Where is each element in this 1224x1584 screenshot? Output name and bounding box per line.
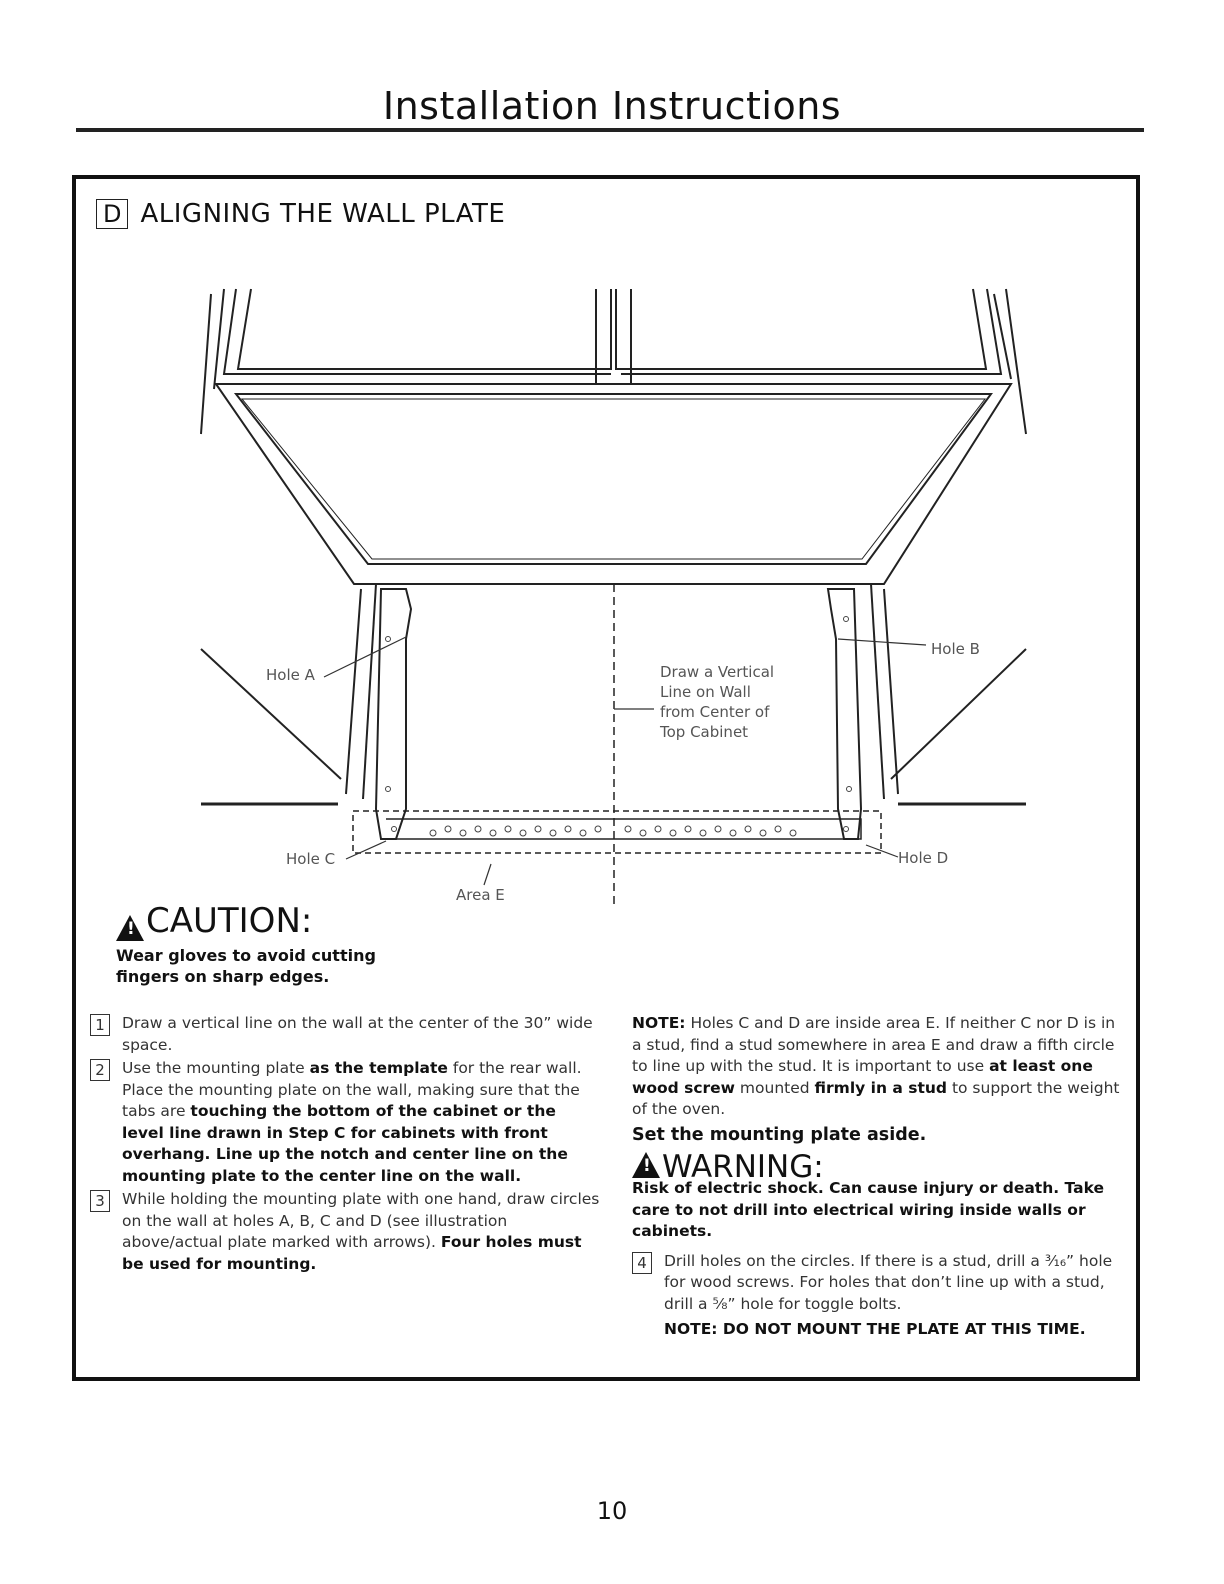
warning-text: Risk of electric shock. Can cause injury or death. Take care to not drill into electrical wiring inside walls or cabinets.	[632, 1179, 1104, 1240]
caution-text: Wear gloves to avoid cutting fingers on sharp edges.	[116, 946, 376, 986]
section-title: ALIGNING THE WALL PLATE	[140, 199, 506, 229]
warning-triangle-icon	[632, 1152, 660, 1178]
vertical-line-label-2: Line on Wall	[660, 683, 751, 701]
hole-b-label: Hole B	[931, 640, 980, 658]
page-title: Installation Instructions	[382, 84, 842, 128]
note-paragraph: NOTE: Holes C and D are inside area E. If neither C nor D is in a stud, find a stud somewhere in area E and draw a fifth circle to line up with the stud. It is important to use at least one wood screw mounted firmly in a stud to support the weight of the oven.	[632, 1014, 1120, 1118]
step-4	[632, 1251, 1124, 1316]
caution-heading: CAUTION:	[146, 901, 313, 941]
warning-heading: WARNING:	[662, 1148, 824, 1185]
plate-rail-right	[828, 589, 861, 839]
title-rule	[76, 128, 1144, 132]
do-not-mount-note: NOTE: DO NOT MOUNT THE PLATE AT THIS TIME.	[664, 1320, 1086, 1338]
step-number: 1	[90, 1014, 110, 1036]
step-1	[90, 1013, 600, 1056]
cabinet-door-left	[238, 289, 611, 369]
caution-block	[116, 901, 406, 987]
vertical-line-label-1: Draw a Vertical	[660, 663, 775, 681]
instruction-panel	[72, 175, 1140, 1381]
steps-left-column	[90, 1013, 600, 1277]
vertical-line-label-4: Top Cabinet	[660, 723, 749, 741]
step-text: While holding the mounting plate with one hand, draw circles on the wall at holes A, B, C and D (see illustration above/actual plate marked with arrows). Four holes must be used for mounting.	[122, 1190, 600, 1273]
step-2	[90, 1058, 600, 1187]
step-3	[90, 1189, 600, 1275]
step-letter-box: D	[96, 199, 128, 229]
step-number: 3	[90, 1190, 110, 1212]
page-number: 10	[596, 1497, 628, 1525]
set-plate-aside: Set the mounting plate aside.	[632, 1124, 927, 1145]
step-text: Draw a vertical line on the wall at the center of the 30” wide space.	[122, 1014, 593, 1054]
step-text: Use the mounting plate as the template for the rear wall. Place the mounting plate on the wall, making sure that the tabs are touching the bottom of the cabinet or the level line drawn in Step C for cabinets with front overhang. Line up the notch and center line on the mounting plate to the center line on the wall.	[122, 1059, 582, 1185]
vertical-line-label-3: from Center of	[660, 703, 770, 721]
step-number: 4	[632, 1252, 652, 1274]
steps-right-column	[632, 1013, 1124, 1341]
hole-a-label: Hole A	[266, 666, 315, 684]
cabinet-door-right	[616, 289, 986, 369]
warning-block	[632, 1148, 1124, 1185]
area-e-label: Area E	[456, 886, 505, 904]
hole-c-label: Hole C	[286, 850, 336, 868]
plate-rail-left	[376, 589, 411, 839]
step-text: Drill holes on the circles. If there is a stud, drill a ³⁄₁₆” hole for wood screws. For holes that don’t line up with a stud, drill a ⁵⁄₈” hole for toggle bolts.	[664, 1251, 1113, 1313]
hole-d-label: Hole D	[898, 849, 949, 867]
area-e-box	[353, 811, 881, 853]
warning-triangle-icon	[116, 915, 144, 941]
cabinet-bottom	[216, 384, 1011, 584]
wall-plate-diagram	[76, 179, 1136, 919]
step-number: 2	[90, 1059, 110, 1081]
